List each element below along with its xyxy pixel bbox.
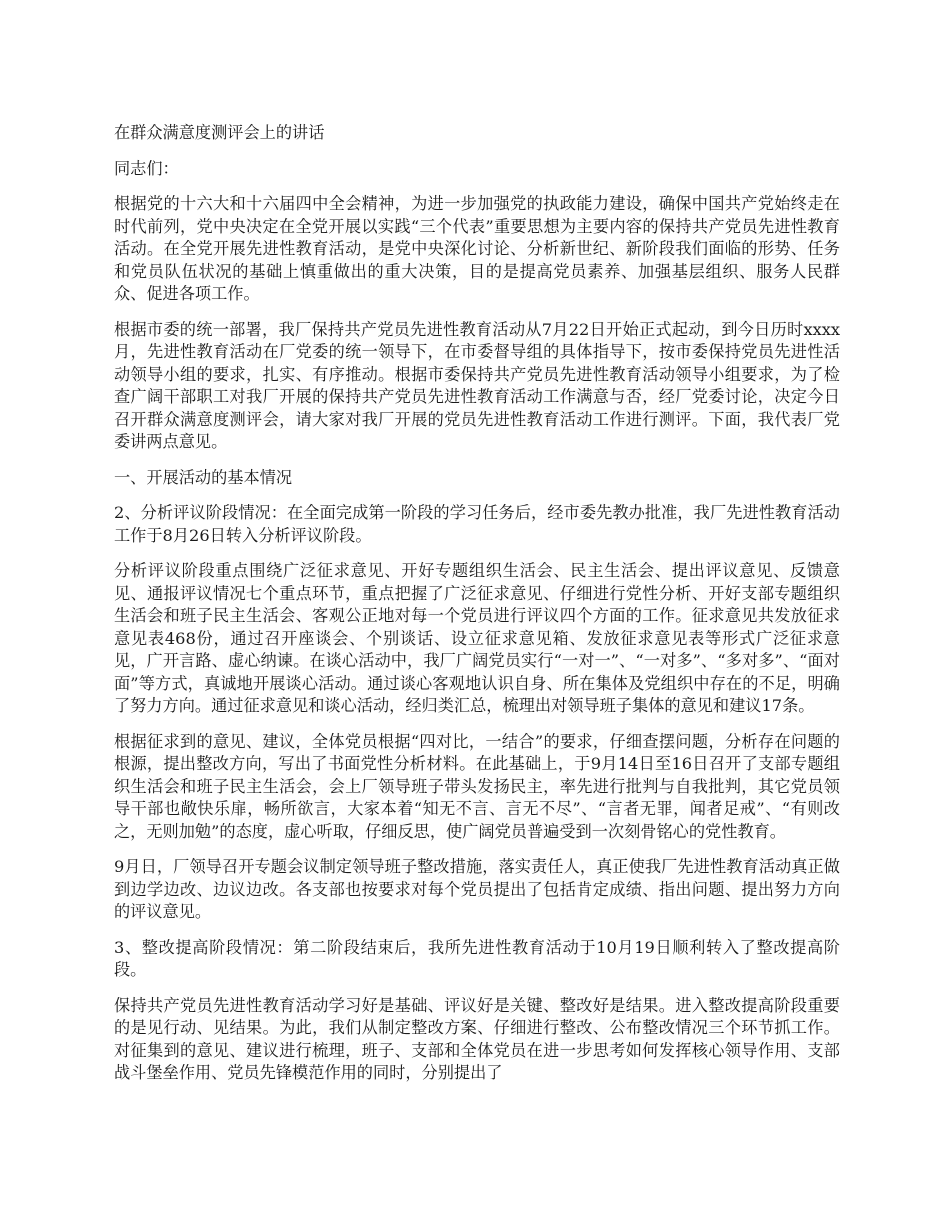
document-title: 在群众满意度测评会上的讲话 xyxy=(114,123,325,142)
paragraph: 2、分析评议阶段情况：在全面完成第一阶段的学习任务后，经市委先教办批准，我厂先进性教育活动工作于8月26日转入分析评议阶段。 xyxy=(114,503,840,545)
paragraph: 根据征求到的意见、建议，全体党员根据“四对比，一结合”的要求，仔细查摆问题，分析存在问题的根源，提出整改方向，写出了书面党性分析材料。在此基础上，于9月14日至16日召开了支部专题组织生活会和班子民主生活会，会上厂领导班子带头发扬民主，率先进行批判与自我批判，其它党员领导干部也敞快乐扉，畅所欲言，大家本着“知无不言、言无不尽”、“言者无罪，闻者足戒”、“有则改之，无则加勉”的态度，虚心听取，仔细反思，使广阔党员普遍受到一次刻骨铭心的党性教育。 xyxy=(114,731,840,841)
paragraph: 根据党的十六大和十六届四中全会精神，为进一步加强党的执政能力建设，确保中国共产党始终走在时代前列，党中央决定在全党开展以实践“三个代表”重要思想为主要内容的保持共产党员先进性教育活动。在全党开展先进性教育活动，是党中央深化讨论、分析新世纪、新阶段我们面临的形势、任务和党员队伍状况的基础上慎重做出的重大决策，目的是提高党员素养、加强基层组织、服务人民群众、促进各项工作。 xyxy=(114,194,840,303)
paragraph: 保持共产党员先进性教育活动学习好是基础、评议好是关键、整改好是结果。进入整改提高阶段重要的是见行动、见结果。为此，我们从制定整改方案、仔细进行整改、公布整改情况三个环节抓工作。对征集到的意见、建议进行梳理，班子、支部和全体党员在进一步思考如何发挥核心领导作用、支部战斗堡垒作用、党员先锋模范作用的同时，分别提出了 xyxy=(114,995,840,1082)
paragraph: 分析评议阶段重点围绕广泛征求意见、开好专题组织生活会、民主生活会、提出评议意见、反馈意见、通报评议情况七个重点环节，重点把握了广泛征求意见、仔细进行党性分析、开好支部专题组织生活会和班子民主生活会、客观公正地对每一个党员进行评议四个方面的工作。征求意见共发放征求意见表468份，通过召开座谈会、个别谈话、设立征求意见箱、发放征求意见表等形式广泛征求意见，广开言路、虚心纳谏。在谈心活动中，我厂广阔党员实行“一对一”、“一对多”、“多对多”、“面对面”等方式，真诚地开展谈心活动。通过谈心客观地认识自身、所在集体及党组织中存在的不足，明确了努力方向。通过征求意见和谈心活动，经归类汇总，梳理出对领导班子集体的意见和建议17条。 xyxy=(114,561,840,715)
section-heading: 一、开展活动的基本情况 xyxy=(114,467,293,487)
paragraph: 根据市委的统一部署，我厂保持共产党员先进性教育活动从7月22日开始正式起动，到今日历时xxxx月，先进性教育活动在厂党委的统一领导下，在市委督导组的具体指导下，按市委保持党员先进性活动领导小组的要求，扎实、有序推动。根据市委保持共产党员先进性教育活动领导小组要求，为了检查广阔干部职工对我厂开展的保持共产党员先进性教育活动工作满意与否，经厂党委讨论，决定今日召开群众满意度测评会，请大家对我厂开展的党员先进性教育活动工作进行测评。下面，我代表厂党委讲两点意见。 xyxy=(114,319,840,451)
salutation: 同志们： xyxy=(114,158,179,178)
paragraph: 9月日，厂领导召开专题会议制定领导班子整改措施，落实责任人，真正使我厂先进性教育活动真正做到边学边改、边议边改。各支部也按要求对每个党员提出了包括肯定成绩、指出问题、提出努力方向的评议意见。 xyxy=(114,857,840,921)
document-body xyxy=(114,122,840,1098)
paragraph: 3、整改提高阶段情况：第二阶段结束后，我所先进性教育活动于10月19日顺利转入了整改提高阶段。 xyxy=(114,937,840,979)
